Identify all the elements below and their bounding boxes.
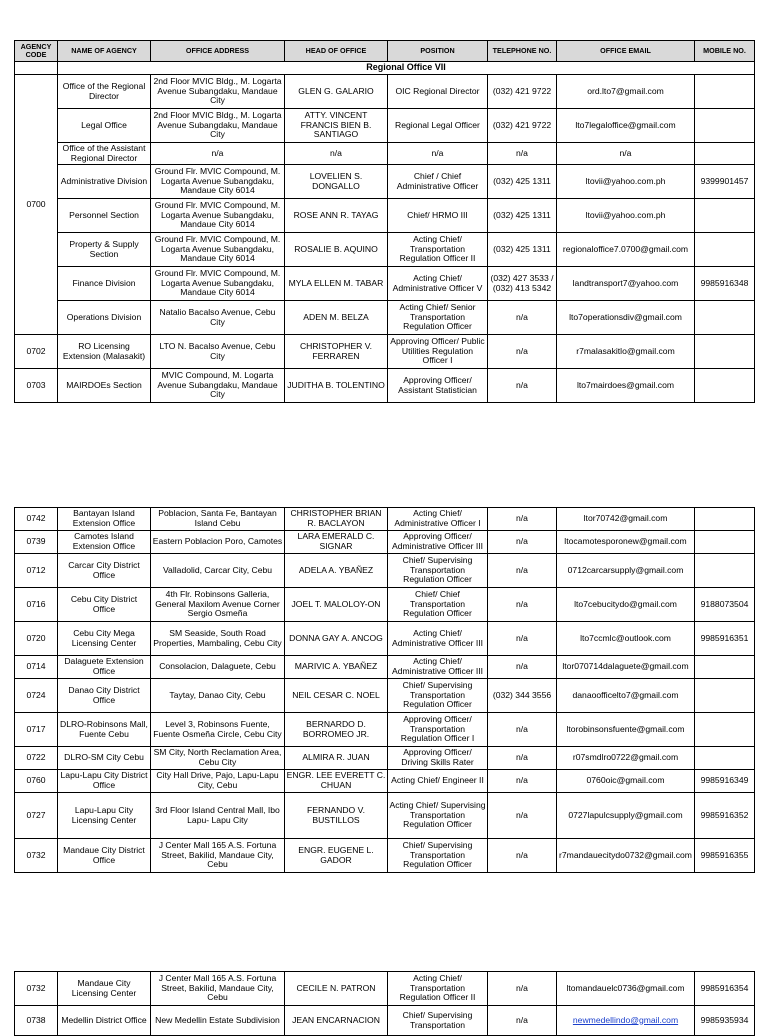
agency-name: DLRO-SM City Cebu [58,747,151,770]
agency-code: 0716 [15,588,58,622]
position: Approving Officer/ Driving Skills Rater [388,747,488,770]
office-email: regionaloffice7.0700@gmail.com [557,233,695,267]
mobile-number [695,508,755,531]
mobile-number [695,335,755,369]
telephone: (032) 344 3556 [488,679,557,713]
agency-name: Operations Division [58,301,151,335]
position: n/a [388,143,488,165]
office-email: ltovii@yahoo.com.ph [557,199,695,233]
agency-name: Carcar City District Office [58,554,151,588]
position: Acting Chief/ Administrative Officer III [388,656,488,679]
table-row [15,267,755,301]
telephone: n/a [488,1006,557,1036]
table-row [15,839,755,873]
agency-code: 0739 [15,531,58,554]
table-row [15,656,755,679]
agency-name: RO Licensing Extension (Malasakit) [58,335,151,369]
mobile-number [695,554,755,588]
position: Chief/ HRMO III [388,199,488,233]
position: Chief/ Supervising Transportation Regulation Officer [388,679,488,713]
agency-name: Cebu City Mega Licensing Center [58,622,151,656]
agency-code: 0714 [15,656,58,679]
table-row [15,301,755,335]
agency-name: Danao City District Office [58,679,151,713]
office-address: Eastern Poblacion Poro, Camotes [151,531,285,554]
telephone: (032) 425 1311 [488,165,557,199]
table-row [15,143,755,165]
region-title: Regional Office VII [58,62,755,75]
head-of-office: NEIL CESAR C. NOEL [285,679,388,713]
head-of-office: ENGR. EUGENE L. GADOR [285,839,388,873]
office-address: New Medellin Estate Subdivision [151,1006,285,1036]
mobile-number [695,301,755,335]
table-row [15,972,755,1006]
region-title-spacer [15,62,58,75]
office-email: ltovii@yahoo.com.ph [557,165,695,199]
office-address: Natalio Bacalso Avenue, Cebu City [151,301,285,335]
header-agency-name: NAME OF AGENCY [58,41,151,62]
office-address: 3rd Floor Island Central Mall, Ibo Lapu- Lapu City [151,793,285,839]
telephone: n/a [488,369,557,403]
continued-offices-table [14,971,755,1036]
head-of-office: CHRISTOPHER V. FERRAREN [285,335,388,369]
table-row [15,793,755,839]
position: Approving Officer/ Transportation Regulation Officer I [388,713,488,747]
mobile-number [695,143,755,165]
table-row [15,747,755,770]
table-row [15,369,755,403]
mobile-number [695,656,755,679]
mobile-number: 9188073504 [695,588,755,622]
agency-code: 0738 [15,1006,58,1036]
agency-code: 0700 [15,75,58,335]
office-address: SM City, North Reclamation Area, Cebu City [151,747,285,770]
position: Chief/ Supervising Transportation Regulation Officer [388,839,488,873]
header-head-of-office: HEAD OF OFFICE [285,41,388,62]
agency-code: 0702 [15,335,58,369]
office-address: MVIC Compound, M. Logarta Avenue Subangdaku, Mandaue City [151,369,285,403]
office-address: Consolacion, Dalaguete, Cebu [151,656,285,679]
office-email: r7malasakitlo@gmail.com [557,335,695,369]
head-of-office: CHRISTOPHER BRIAN R. BACLAYON [285,508,388,531]
head-of-office: n/a [285,143,388,165]
agency-code: 0703 [15,369,58,403]
agency-name: Cebu City District Office [58,588,151,622]
head-of-office: JEAN ENCARNACION [285,1006,388,1036]
header-mobile: MOBILE NO. [695,41,755,62]
agency-code: 0760 [15,770,58,793]
table-row [15,165,755,199]
telephone: (032) 421 9722 [488,75,557,109]
office-email: danaoofficelto7@gmail.com [557,679,695,713]
office-address: Poblacion, Santa Fe, Bantayan Island Cebu [151,508,285,531]
office-email: ltomandauelc0736@gmail.com [557,972,695,1006]
agency-name: Office of the Regional Director [58,75,151,109]
office-address: Ground Flr. MVIC Compound, M. Logarta Avenue Subangdaku, Mandaue City 6014 [151,233,285,267]
position: Acting Chief/ Senior Transportation Regulation Officer [388,301,488,335]
office-email[interactable]: newmedellindo@gmail.com [557,1006,695,1036]
regional-office-table [14,40,755,403]
head-of-office: ALMIRA R. JUAN [285,747,388,770]
head-of-office: ENGR. LEE EVERETT C. CHUAN [285,770,388,793]
office-email: 0760oic@gmail.com [557,770,695,793]
mobile-number: 9985916348 [695,267,755,301]
office-address: J Center Mall 165 A.S. Fortuna Street, Bakilid, Mandaue City, Cebu [151,839,285,873]
office-email: r07smdlro0722@gmail.com [557,747,695,770]
office-email: ltocamotesporonew@gmail.com [557,531,695,554]
head-of-office: LOVELIEN S. DONGALLO [285,165,388,199]
table-row [15,679,755,713]
header-telephone: TELEPHONE NO. [488,41,557,62]
telephone: n/a [488,793,557,839]
position: Acting Chief/ Supervising Transportation Regulation Officer [388,793,488,839]
office-address: LTO N. Bacalso Avenue, Cebu City [151,335,285,369]
agency-code: 0724 [15,679,58,713]
mobile-number: 9985935934 [695,1006,755,1036]
telephone: n/a [488,747,557,770]
position: Approving Officer/ Public Utilities Regulation Officer I [388,335,488,369]
position: Approving Officer/ Administrative Officer III [388,531,488,554]
telephone: n/a [488,622,557,656]
office-address: 2nd Floor MVIC Bldg., M. Logarta Avenue Subangdaku, Mandaue City [151,109,285,143]
table-row [15,713,755,747]
table-row [15,233,755,267]
position: Acting Chief/ Transportation Regulation Officer II [388,233,488,267]
agency-name: Office of the Assistant Regional Director [58,143,151,165]
office-email: n/a [557,143,695,165]
telephone: n/a [488,713,557,747]
mobile-number [695,199,755,233]
region-title-row [15,62,755,75]
agency-name: Finance Division [58,267,151,301]
table-row [15,335,755,369]
agency-name: Lapu-Lapu City District Office [58,770,151,793]
mobile-number: 9985916355 [695,839,755,873]
table-row [15,588,755,622]
header-agency-code: AGENCY CODE [15,41,58,62]
agency-code: 0732 [15,972,58,1006]
mobile-number: 9985916352 [695,793,755,839]
office-email: lto7operationsdiv@gmail.com [557,301,695,335]
agency-name: Mandaue City District Office [58,839,151,873]
mobile-number: 9985916349 [695,770,755,793]
office-email: 0727lapulcsupply@gmail.com [557,793,695,839]
office-address: 4th Flr. Robinsons Galleria, General Maxilom Avenue Corner Sergio Osmeña [151,588,285,622]
head-of-office: JUDITHA B. TOLENTINO [285,369,388,403]
agency-code: 0727 [15,793,58,839]
agency-name: Medellin District Office [58,1006,151,1036]
telephone: (032) 425 1311 [488,199,557,233]
head-of-office: LARA EMERALD C. SIGNAR [285,531,388,554]
position: Acting Chief/ Administrative Officer V [388,267,488,301]
office-email: ltorobinsonsfuente@gmail.com [557,713,695,747]
telephone: (032) 427 3533 / (032) 413 5342 [488,267,557,301]
agency-name: Mandaue City Licensing Center [58,972,151,1006]
table-row [15,622,755,656]
mobile-number: 9399901457 [695,165,755,199]
position: Regional Legal Officer [388,109,488,143]
table-row [15,1006,755,1036]
telephone: n/a [488,143,557,165]
telephone: (032) 421 9722 [488,109,557,143]
table-row [15,199,755,233]
agency-code: 0722 [15,747,58,770]
position: Chief/ Chief Transportation Regulation Officer [388,588,488,622]
position: Acting Chief/ Transportation Regulation Officer II [388,972,488,1006]
office-email: lto7mairdoes@gmail.com [557,369,695,403]
telephone: n/a [488,531,557,554]
position: Approving Officer/ Assistant Statistician [388,369,488,403]
header-office-email: OFFICE EMAIL [557,41,695,62]
office-address: n/a [151,143,285,165]
head-of-office: ADELA A. YBAÑEZ [285,554,388,588]
agency-name: Lapu-Lapu City Licensing Center [58,793,151,839]
mobile-number [695,713,755,747]
head-of-office: GLEN G. GALARIO [285,75,388,109]
agency-name: Bantayan Island Extension Office [58,508,151,531]
mobile-number: 9985916354 [695,972,755,1006]
mobile-number: 9985916351 [695,622,755,656]
head-of-office: JOEL T. MALOLOY-ON [285,588,388,622]
telephone: n/a [488,770,557,793]
agency-code: 0742 [15,508,58,531]
head-of-office: DONNA GAY A. ANCOG [285,622,388,656]
office-email: lto7ccmlc@outlook.com [557,622,695,656]
table-row [15,508,755,531]
telephone: (032) 425 1311 [488,233,557,267]
mobile-number [695,109,755,143]
table-row [15,531,755,554]
office-email: ltor70742@gmail.com [557,508,695,531]
office-address: Ground Flr. MVIC Compound, M. Logarta Avenue Subangdaku, Mandaue City 6014 [151,199,285,233]
office-email: lto7legaloffice@gmail.com [557,109,695,143]
telephone: n/a [488,972,557,1006]
agency-code: 0712 [15,554,58,588]
mobile-number [695,369,755,403]
office-address: SM Seaside, South Road Properties, Mambaling, Cebu City [151,622,285,656]
agency-name: MAIRDOEs Section [58,369,151,403]
agency-name: Personnel Section [58,199,151,233]
telephone: n/a [488,554,557,588]
agency-name: DLRO-Robinsons Mall, Fuente Cebu [58,713,151,747]
position: Chief / Chief Administrative Officer [388,165,488,199]
table-row [15,109,755,143]
head-of-office: ROSALIE B. AQUINO [285,233,388,267]
header-office-address: OFFICE ADDRESS [151,41,285,62]
agency-code: 0720 [15,622,58,656]
office-address: 2nd Floor MVIC Bldg., M. Logarta Avenue Subangdaku, Mandaue City [151,75,285,109]
position: Acting Chief/ Administrative Officer I [388,508,488,531]
office-email: lto7cebucitydo@gmail.com [557,588,695,622]
position: Chief/ Supervising Transportation Regulation Officer [388,554,488,588]
table-row [15,554,755,588]
agency-name: Administrative Division [58,165,151,199]
office-email: r7mandauecitydo0732@gmail.com [557,839,695,873]
office-email: 0712carcarsupply@gmail.com [557,554,695,588]
head-of-office: ATTY. VINCENT FRANCIS BIEN B. SANTIAGO [285,109,388,143]
agency-name: Camotes Island Extension Office [58,531,151,554]
head-of-office: ROSE ANN R. TAYAG [285,199,388,233]
header-position: POSITION [388,41,488,62]
telephone: n/a [488,335,557,369]
agency-code: 0732 [15,839,58,873]
head-of-office: MARIVIC A. YBAÑEZ [285,656,388,679]
office-address: City Hall Drive, Pajo, Lapu-Lapu City, Cebu [151,770,285,793]
mobile-number [695,75,755,109]
agency-name: Legal Office [58,109,151,143]
head-of-office: ADEN M. BELZA [285,301,388,335]
telephone: n/a [488,656,557,679]
office-address: Taytay, Danao City, Cebu [151,679,285,713]
head-of-office: CECILE N. PATRON [285,972,388,1006]
telephone: n/a [488,508,557,531]
mobile-number [695,679,755,713]
header-row [15,41,755,62]
agency-name: Property & Supply Section [58,233,151,267]
mobile-number [695,747,755,770]
office-address: J Center Mall 165 A.S. Fortuna Street, Bakilid, Mandaue City, Cebu [151,972,285,1006]
telephone: n/a [488,839,557,873]
head-of-office: BERNARDO D. BORROMEO JR. [285,713,388,747]
office-email: landtransport7@yahoo.com [557,267,695,301]
agency-name: Dalaguete Extension Office [58,656,151,679]
table-row [15,75,755,109]
head-of-office: FERNANDO V. BUSTILLOS [285,793,388,839]
office-address: Ground Flr. MVIC Compound, M. Logarta Avenue Subangdaku, Mandaue City 6014 [151,165,285,199]
telephone: n/a [488,588,557,622]
position: Acting Chief/ Engineer II [388,770,488,793]
office-email: ltor070714dalaguete@gmail.com [557,656,695,679]
table-row [15,770,755,793]
telephone: n/a [488,301,557,335]
district-offices-table [14,507,755,873]
position: OIC Regional Director [388,75,488,109]
position: Chief/ Supervising Transportation [388,1006,488,1036]
agency-code: 0717 [15,713,58,747]
head-of-office: MYLA ELLEN M. TABAR [285,267,388,301]
office-email: ord.lto7@gmail.com [557,75,695,109]
mobile-number [695,531,755,554]
office-address: Level 3, Robinsons Fuente, Fuente Osmeña Circle, Cebu City [151,713,285,747]
office-address: Ground Flr. MVIC Compound, M. Logarta Avenue Subangdaku, Mandaue City 6014 [151,267,285,301]
position: Acting Chief/ Administrative Officer III [388,622,488,656]
mobile-number [695,233,755,267]
office-address: Valladolid, Carcar City, Cebu [151,554,285,588]
